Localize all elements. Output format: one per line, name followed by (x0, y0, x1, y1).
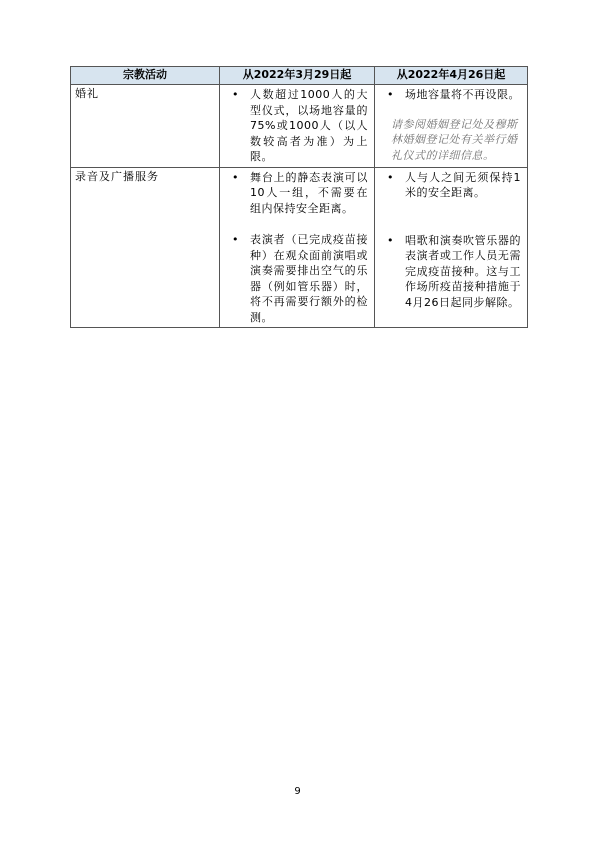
page-number: 9 (294, 786, 301, 797)
apr-26-cell (375, 85, 528, 168)
list-item: • 表演者（已完成疫苗接种）在观众面前演唱或演奏需要排出空气的乐器（例如管乐器）时，将不再需要行额外的检测。 (232, 233, 368, 324)
header-religious-activity: 宗教活动 (71, 67, 220, 85)
bullet-icon: • (232, 88, 239, 101)
activity-cell: 录音及广播服务 (71, 167, 220, 328)
list-item: • 舞台上的静态表演可以10人一组，不需要在组内保持安全距离。 (232, 170, 368, 215)
measures-table (70, 66, 528, 328)
header-from-apr-26: 从2022年4月26日起 (375, 67, 528, 85)
table-row-recording-broadcast (71, 167, 528, 328)
table-header-row (71, 67, 528, 85)
registry-note: 请参阅婚姻登记处及穆斯林婚姻登记处有关举行婚礼仪式的详细信息。 (391, 117, 518, 162)
list-item: • 人与人之间无须保持1米的安全距离。 (387, 170, 521, 199)
list-item: • 唱歌和演奏吹管乐器的表演者或工作人员无需完成疫苗接种。这与工作场所疫苗接种措施于4月26日起同步解除。 (387, 233, 521, 309)
mar-29-cell (220, 167, 375, 328)
list-item: • 场地容量将不再设限。 (387, 88, 520, 101)
mar-29-cell (220, 85, 375, 168)
activity-cell: 婚礼 (71, 85, 220, 168)
bullet-icon: • (387, 233, 394, 247)
apr-26-cell (375, 167, 528, 328)
bullet-icon: • (387, 170, 394, 184)
table-row-wedding (71, 85, 528, 168)
bullet-icon: • (232, 233, 239, 246)
bullet-icon: • (232, 170, 239, 184)
header-from-mar-29: 从2022年3月29日起 (220, 67, 375, 85)
bullet-icon: • (387, 88, 394, 101)
list-item: • 人数超过1000人的大型仪式，以场地容量的75%或1000人（以人数较高者为准）为上限。 (232, 88, 368, 163)
